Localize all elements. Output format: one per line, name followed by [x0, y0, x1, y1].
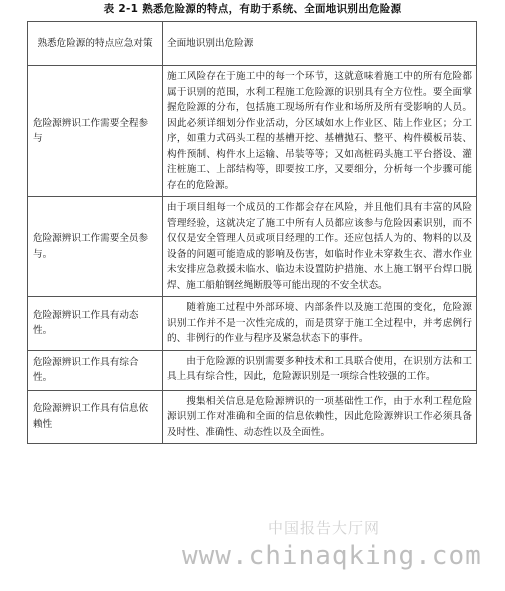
- header-right-cell: 全面地识别出危险源: [163, 22, 477, 66]
- row-1-label: 危险源辨识工作需要全程参与: [28, 66, 163, 197]
- table-row: [28, 66, 477, 197]
- row-4-text: 由于危险源的识别需要多种技术和工具联合使用，在识别方法和工具上具有综合性，因此，危险源识别是一项综合性较强的工作。: [167, 355, 472, 382]
- table-caption: 表 2-1 熟悉危险源的特点，有助于系统、全面地识别出危险源: [103, 3, 402, 15]
- row-4-label: 危险源辨识工作具有综合性。: [28, 350, 163, 390]
- hazard-identification-table: [27, 21, 477, 444]
- row-2-label: 危险源辨识工作需要全员参与。: [28, 197, 163, 297]
- row-2-content: 由于项目组每一个成员的工作都会存在风险，并且他们具有丰富的风险管理经验，这就决定了施工中所有人员都应该参与危险因素识别，而不仅仅是安全管理人员或项目经理的工作。还应包括人为的、物料的以及设备的问题可能造成的影响及伤害，如临时作业未穿救生衣、潜水作业未安排应急救援未临水、临边未设置防护措施、水上施工钢平台焊口脱焊、施工船舶钢丝绳断股等可能出现的不安全状态。: [163, 197, 477, 297]
- row-5-content: [163, 390, 477, 444]
- table-row: [28, 390, 477, 444]
- row-1-content: 施工风险存在于施工中的每一个环节，这就意味着施工中的所有危险都属于识别的范围，水利工程施工危险源的识别具有全方位性。要全面掌握危险源的分布，包括施工现场所有作业和场所及所有受影响的人员。因此必须详细划分作业活动，分区域如水上作业区、陆上作业区；分工序，如重力式码头工程的基槽开挖、基槽抛石、整平、构件模板吊装、构件预制、构件水上运输、吊装等等；又如高桩码头施工平台搭设、灌注桩施工、上部结构等，即要按工序，又要细分，分析每一个步骤可能存在的危险源。: [163, 66, 477, 197]
- row-5-label: 危险源辨识工作具有信息依赖性: [28, 390, 163, 444]
- row-3-text: 随着施工过程中外部环境、内部条件以及施工范围的变化，危险源识别工作并不是一次性完成的，而是贯穿于施工全过程中，并考虑例行的、非例行的作业与程序及紧急状态下的事件。: [167, 302, 472, 344]
- row-3-label: 危险源辨识工作具有动态性。: [28, 297, 163, 351]
- row-4-content: [163, 350, 477, 390]
- watermark-url: www.chinaqking.com: [182, 541, 482, 571]
- header-left-cell: 熟悉危险源的特点应急对策: [28, 22, 163, 66]
- table-row: [28, 350, 477, 390]
- row-3-content: [163, 297, 477, 351]
- table-row: [28, 197, 477, 297]
- watermark-logo: 中国报告大厅网: [268, 519, 381, 537]
- table-header-row: [28, 22, 477, 66]
- row-5-text: 搜集相关信息是危险源辨识的一项基础性工作，由于水利工程危险源识别工作对准确和全面的信息依赖性，因此危险源辨识工作必须具备及时性、准确性、动态性以及全面性。: [167, 395, 472, 438]
- table-row: [28, 297, 477, 351]
